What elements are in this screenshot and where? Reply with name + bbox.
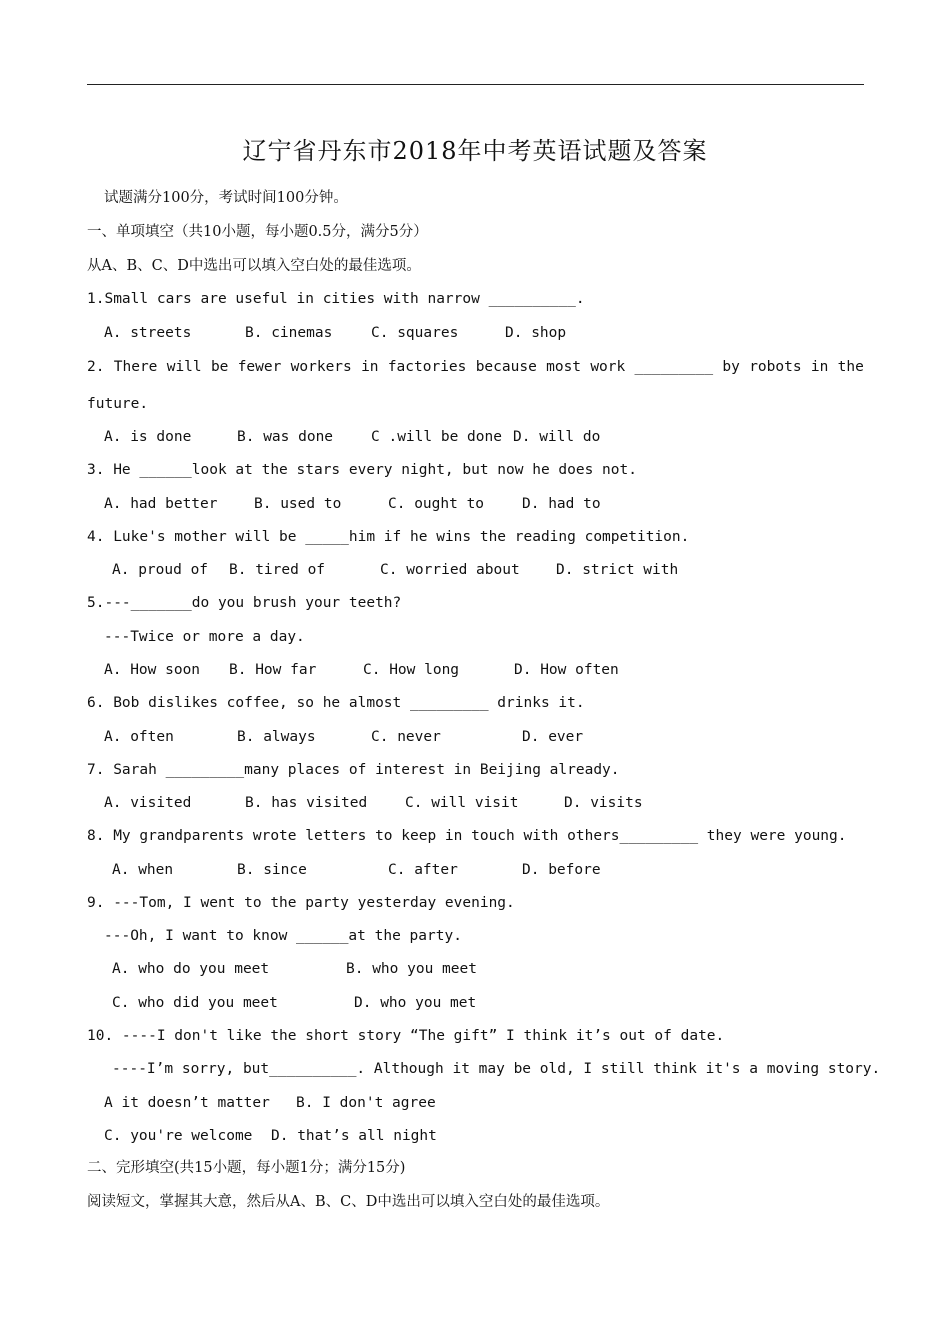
q2-word: in xyxy=(810,359,829,375)
question-6-option-a: A. often xyxy=(104,729,174,745)
question-5-option-d: D. How often xyxy=(514,662,619,678)
question-5-option-b: B. How far xyxy=(229,662,317,678)
question-2-option-a: A. is done xyxy=(104,429,192,445)
q2-word: the xyxy=(837,359,864,375)
page-title: 辽宁省丹东市2018年中考英语试题及答案 xyxy=(242,137,708,165)
exam-intro: 试题满分100分，考试时间100分钟。 xyxy=(104,190,348,206)
question-8-stem: 8. My grandparents wrote letters to keep in touch with others_________ they were young. xyxy=(87,828,847,844)
header-rule xyxy=(87,84,864,85)
question-1-option-a: A. streets xyxy=(104,325,192,341)
question-8-option-b: B. since xyxy=(237,862,307,878)
question-7-option-a: A. visited xyxy=(104,795,192,811)
question-6-stem: 6. Bob dislikes coffee, so he almost _________ drinks it. xyxy=(87,695,585,711)
question-4-option-d: D. strict with xyxy=(556,562,679,578)
question-6-option-d: D. ever xyxy=(522,729,584,745)
question-9-option-d: D. who you met xyxy=(354,995,477,1011)
question-1-option-b: B. cinemas xyxy=(245,325,333,341)
question-5-stem: 5.---_______do you brush your teeth? xyxy=(87,595,402,611)
question-2-option-b: B. was done xyxy=(237,429,334,445)
question-10-option-c: C. you're welcome xyxy=(104,1128,253,1144)
question-4-option-c: C. worried about xyxy=(380,562,520,578)
question-3-option-b: B. used to xyxy=(254,496,342,512)
question-1-option-c: C. squares xyxy=(371,325,459,341)
q2-word: by xyxy=(722,359,740,375)
question-9-stem: 9. ---Tom, I went to the party yesterday evening. xyxy=(87,895,515,911)
q2-word: There xyxy=(113,359,158,375)
question-4-stem: 4. Luke's mother will be _____him if he wins the reading competition. xyxy=(87,529,690,545)
question-1-option-d: D. shop xyxy=(505,325,567,341)
q2-word: factories xyxy=(387,359,467,375)
question-7-stem: 7. Sarah _________many places of interest in Beijing already. xyxy=(87,762,620,778)
question-2-option-d: D. will do xyxy=(513,429,601,445)
q2-word: 2. xyxy=(87,359,105,375)
section2-heading: 二、完形填空(共15小题，每小题1分；满分15分) xyxy=(87,1160,406,1176)
question-3-option-a: A. had better xyxy=(104,496,218,512)
question-8-option-c: C. after xyxy=(388,862,458,878)
question-6-option-c: C. never xyxy=(371,729,441,745)
question-9-reply: ---Oh, I want to know ______at the party. xyxy=(104,928,462,944)
question-8-option-d: D. before xyxy=(522,862,601,878)
question-3-option-d: D. had to xyxy=(522,496,601,512)
q2-word: be xyxy=(210,359,229,375)
q2-word: workers xyxy=(290,359,352,375)
question-2-option-c: C .will be done xyxy=(371,429,502,445)
question-7-option-c: C. will visit xyxy=(405,795,519,811)
question-3-option-c: C. ought to xyxy=(388,496,485,512)
question-10-stem: 10. ----I don't like the short story “The gift” I think it’s out of date. xyxy=(87,1028,725,1044)
question-7-option-b: B. has visited xyxy=(245,795,368,811)
question-2-stem-continued: future. xyxy=(87,396,149,412)
q2-word: robots xyxy=(749,359,802,375)
question-10-reply: ----I’m sorry, but__________. Although it may be old, I still think it's a moving story. xyxy=(112,1061,881,1077)
question-7-option-d: D. visits xyxy=(564,795,643,811)
question-6-option-b: B. always xyxy=(237,729,316,745)
question-2-stem xyxy=(87,358,864,376)
q2-word: _________ xyxy=(634,359,714,375)
question-5-reply: ---Twice or more a day. xyxy=(104,629,305,645)
q2-word: because xyxy=(475,359,537,375)
question-4-option-b: B. tired of xyxy=(229,562,326,578)
q2-word: work xyxy=(590,359,626,375)
question-1-stem: 1.Small cars are useful in cities with narrow __________. xyxy=(87,291,585,307)
question-10-option-a: A it doesn’t matter xyxy=(104,1095,270,1111)
question-8-option-a: A. when xyxy=(112,862,174,878)
question-10-option-d: D. that’s all night xyxy=(271,1128,437,1144)
section1-instruction: 从A、B、C、D中选出可以填入空白处的最佳选项。 xyxy=(87,258,421,274)
question-5-option-a: A. How soon xyxy=(104,662,201,678)
section1-heading: 一、单项填空（共10小题，每小题0.5分，满分5分） xyxy=(87,224,428,240)
q2-word: will xyxy=(166,359,202,375)
q2-word: most xyxy=(546,359,582,375)
q2-word: in xyxy=(361,359,379,375)
q2-word: fewer xyxy=(237,359,282,375)
question-10-option-b: B. I don't agree xyxy=(296,1095,436,1111)
question-9-option-c: C. who did you meet xyxy=(112,995,278,1011)
question-9-option-b: B. who you meet xyxy=(346,961,477,977)
question-3-stem: 3. He ______look at the stars every night, but now he does not. xyxy=(87,462,637,478)
question-9-option-a: A. who do you meet xyxy=(112,961,270,977)
section2-instruction: 阅读短文，掌握其大意，然后从A、B、C、D中选出可以填入空白处的最佳选项。 xyxy=(87,1194,610,1210)
question-5-option-c: C. How long xyxy=(363,662,460,678)
question-4-option-a: A. proud of xyxy=(112,562,209,578)
